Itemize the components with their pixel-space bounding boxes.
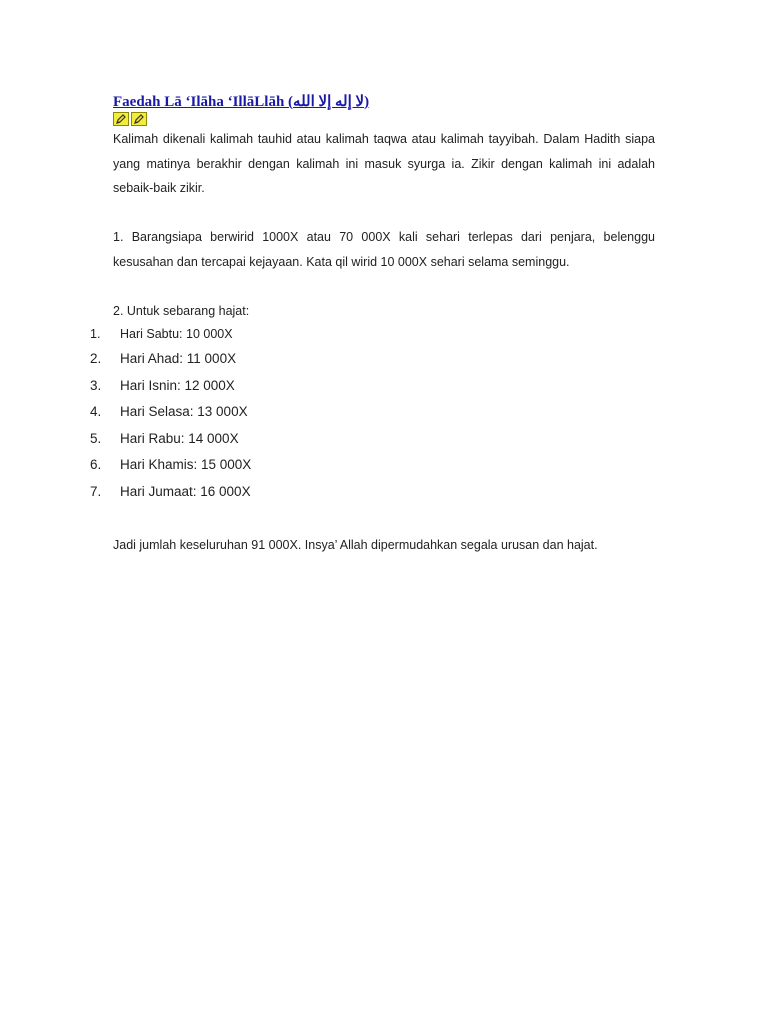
edit-pencil-icon[interactable] bbox=[131, 112, 147, 126]
list-item-text: Hari Isnin: 12 000X bbox=[120, 377, 235, 393]
list-item-number: 7. bbox=[90, 483, 102, 499]
list-item-number: 2. bbox=[90, 351, 102, 366]
list-item-text: Hari Rabu: 14 000X bbox=[120, 430, 239, 446]
list-item-text: Hari Jumaat: 16 000X bbox=[120, 483, 251, 499]
list-item-text: Hari Ahad: 11 000X bbox=[120, 351, 237, 366]
list-item-number: 3. bbox=[90, 377, 102, 393]
list-item-text: Hari Selasa: 13 000X bbox=[120, 404, 248, 419]
list-item-number: 1. bbox=[90, 327, 101, 341]
document-title-link[interactable]: Faedah Lā ‘Ilāha ‘IllāLlāh (لا إله إلا الله) bbox=[113, 94, 370, 110]
list-item-number: 6. bbox=[90, 457, 102, 472]
closing-paragraph: Jadi jumlah keseluruhan 91 000X. Insya’ Allah dipermudahkan segala urusan dan hajat. bbox=[113, 538, 598, 552]
list-item-text: Hari Sabtu: 10 000X bbox=[120, 327, 233, 341]
list-item-number: 5. bbox=[90, 430, 102, 446]
point-1-paragraph: 1. Barangsiapa berwirid 1000X atau 70 000X kali sehari terlepas dari penjara, belenggu kesusahan dan tercapai kejayaan. Kata qil wirid 10 000X sehari selama seminggu. bbox=[113, 230, 655, 269]
point-2-paragraph: 2. Untuk sebarang hajat: bbox=[113, 304, 250, 318]
edit-pencil-icon[interactable] bbox=[113, 112, 129, 126]
list-item-text: Hari Khamis: 15 000X bbox=[120, 457, 252, 472]
list-item-number: 4. bbox=[90, 404, 102, 419]
edit-icon-row bbox=[113, 112, 147, 127]
intro-paragraph: Kalimah dikenali kalimah tauhid atau kalimah taqwa atau kalimah tayyibah. Dalam Hadith siapa yang matinya berakhir dengan kalimah ini masuk syurga ia. Zikir dengan kalimah ini adalah sebaik-baik zikir. bbox=[113, 132, 655, 195]
